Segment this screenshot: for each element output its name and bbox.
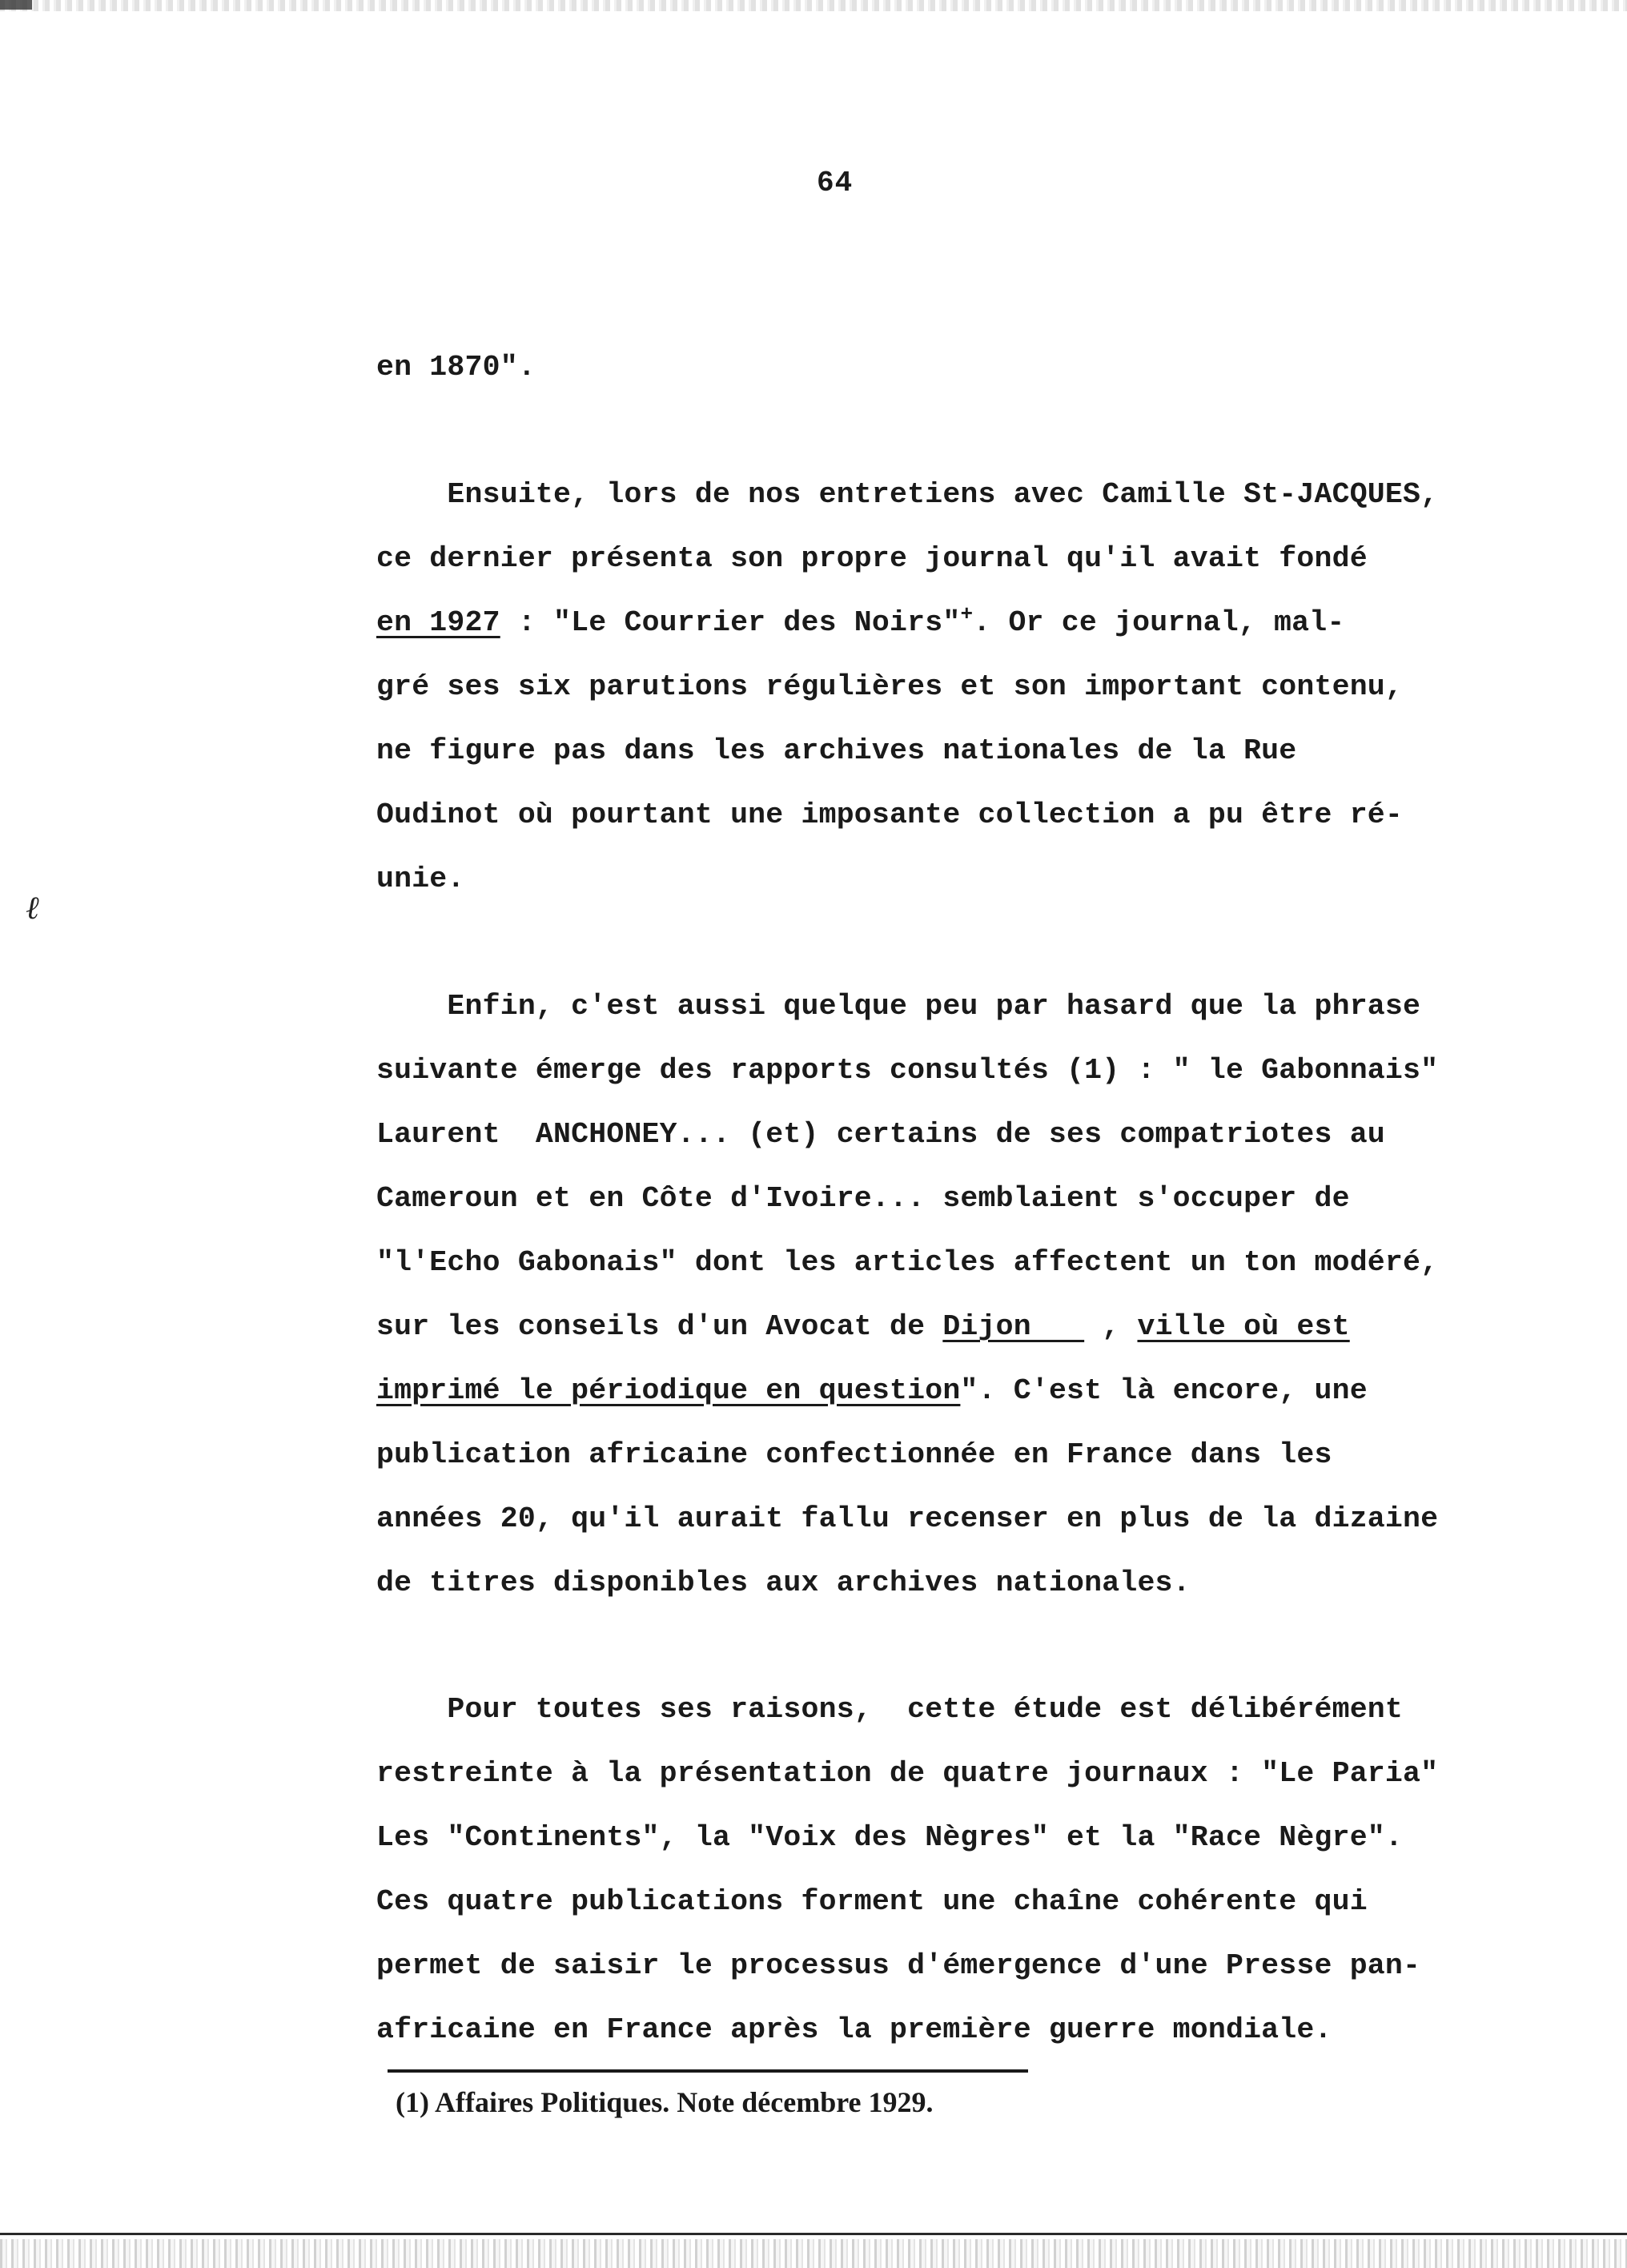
footnote-marker: + (960, 601, 974, 626)
text-segment: en 1927 (376, 606, 500, 639)
scan-edge-top (0, 0, 1627, 11)
text-segment: permet de saisir le processus d'émergence d'une Presse pan- (376, 1949, 1421, 1982)
text-line (376, 1757, 1438, 1790)
text-line (376, 1885, 1368, 1918)
footnote-rule (388, 2069, 1028, 2073)
text-segment: Les "Continents", la "Voix des Nègres" et la "Race Nègre". (376, 1821, 1404, 1854)
text-line (376, 990, 1420, 1023)
text-line (376, 1310, 1350, 1343)
text-line (376, 601, 1345, 639)
text-line (376, 1949, 1420, 1982)
text-line (376, 1566, 1191, 1599)
text-segment: suivante émerge des rapports consultés (1) : " le Gabonnais" (376, 1054, 1439, 1087)
text-segment: imprimé le périodique en question (376, 1374, 961, 1407)
text-line (376, 542, 1368, 575)
text-segment: , (1084, 1310, 1138, 1343)
scan-edge-bottom (0, 2239, 1627, 2268)
text-segment: années 20, qu'il aurait fallu recenser en plus de la dizaine (376, 1502, 1439, 1535)
text-line (376, 1182, 1350, 1215)
text-line (376, 1438, 1332, 1471)
page-number: 64 (817, 167, 854, 199)
text-line (376, 478, 1438, 511)
text-line (376, 863, 465, 895)
text-segment: Laurent ANCHONEY... (et) certains de ses compatriotes au (376, 1118, 1385, 1151)
text-segment: de titres disponibles aux archives nationales. (376, 1566, 1191, 1599)
text-segment: ce dernier présenta son propre journal qu'il avait fondé (376, 542, 1368, 575)
text-segment: Pour toutes ses raisons, cette étude est délibérément (376, 1693, 1404, 1726)
text-segment: unie. (376, 863, 465, 895)
text-line (376, 1693, 1403, 1726)
text-segment: Ensuite, lors de nos entretiens avec Camille St-JACQUES, (376, 478, 1439, 511)
text-segment: publication africaine confectionnée en France dans les (376, 1438, 1332, 1471)
text-segment: ville où est (1137, 1310, 1350, 1343)
margin-annotation: ℓ (26, 890, 39, 926)
text-segment: Dijon (942, 1310, 1085, 1343)
text-segment: Ces quatre publications forment une chaîne cohérente qui (376, 1885, 1368, 1918)
text-line (376, 1502, 1438, 1535)
text-segment: ". C'est là encore, une (960, 1374, 1368, 1407)
text-segment: gré ses six parutions régulières et son important contenu, (376, 670, 1404, 703)
text-segment: : "Le Courrier des Noirs" (500, 606, 961, 639)
text-line (376, 351, 536, 384)
text-segment: restreinte à la présentation de quatre journaux : "Le Paria" (376, 1757, 1439, 1790)
scan-rule-bottom (0, 2233, 1627, 2235)
text-segment: africaine en France après la première guerre mondiale. (376, 2013, 1332, 2046)
text-line (376, 1118, 1385, 1151)
text-line (376, 1054, 1438, 1087)
text-line (376, 798, 1403, 831)
text-line (376, 1246, 1438, 1279)
text-segment: . Or ce journal, mal- (973, 606, 1345, 639)
text-line (376, 734, 1296, 767)
text-line (376, 1374, 1368, 1407)
scan-edge-mark (0, 0, 32, 10)
text-line (376, 2013, 1332, 2046)
text-segment: sur les conseils d'un Avocat de (376, 1310, 943, 1343)
text-segment: Oudinot où pourtant une imposante collection a pu être ré- (376, 798, 1404, 831)
text-line (376, 670, 1403, 703)
text-segment: ne figure pas dans les archives nationales de la Rue (376, 734, 1297, 767)
text-segment: Enfin, c'est aussi quelque peu par hasard que la phrase (376, 990, 1421, 1023)
text-segment: Cameroun et en Côte d'Ivoire... semblaient s'occuper de (376, 1182, 1350, 1215)
text-segment: "l'Echo Gabonais" dont les articles affectent un ton modéré, (376, 1246, 1439, 1279)
text-segment: en 1870". (376, 351, 536, 384)
text-line (376, 1821, 1403, 1854)
footnote: (1) Affaires Politiques. Note décembre 1929. (396, 2086, 934, 2118)
